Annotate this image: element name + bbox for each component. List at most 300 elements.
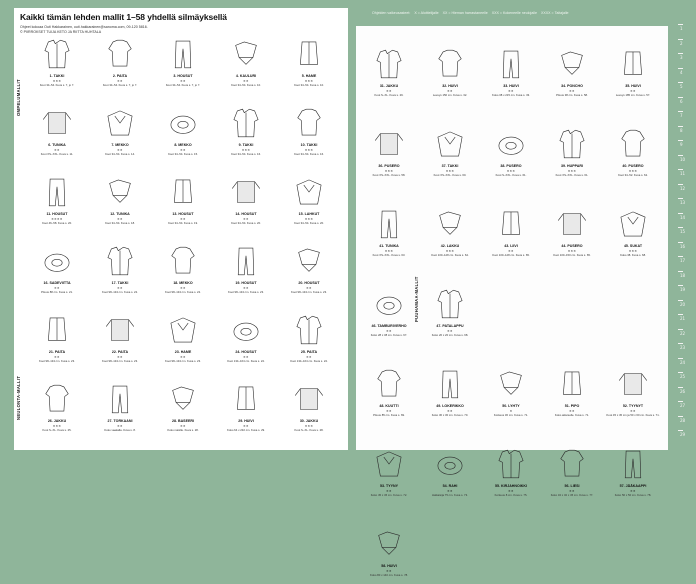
pattern-item: [421, 286, 479, 344]
pattern-item: [28, 243, 86, 301]
difficulty-stars: ✕✕: [117, 79, 123, 83]
pattern-info: Koko naisille. Kuva s. 28.: [167, 428, 199, 432]
pattern-label: 45. SUKAT: [623, 244, 643, 248]
pattern-label: 30. JAKKU: [299, 419, 319, 423]
ruler-tick: [678, 184, 683, 185]
pattern-label: 7. MEKKO: [111, 143, 129, 147]
pattern-drawing-icon: [38, 243, 76, 279]
pattern-drawing-icon: [553, 46, 591, 82]
ruler-tick: [678, 256, 683, 257]
pattern-label: 10. TAKKI: [300, 143, 318, 147]
pattern-drawing-icon: [227, 312, 265, 348]
pattern-item: [28, 174, 86, 232]
ruler-tick: [678, 358, 683, 359]
ruler-tick: [678, 430, 683, 431]
pattern-label: 36. PUSERO: [378, 164, 400, 168]
pattern-label: 51. PIPO: [564, 404, 580, 408]
pattern-label: 12. TUNIKA: [110, 212, 130, 216]
ruler-number: 4: [680, 69, 683, 75]
difficulty-stars: ✕✕: [630, 489, 636, 493]
pattern-item: [543, 446, 601, 504]
pattern-info: Koko 45 x 45 cm. Kuva s. 72.: [370, 493, 408, 497]
pattern-drawing-icon: [370, 46, 408, 82]
pattern-item: [482, 446, 540, 504]
pattern-label: 9. TAKKI: [238, 143, 254, 147]
pattern-drawing-icon: [38, 105, 76, 141]
difficulty-stars: ✕✕: [447, 489, 453, 493]
difficulty-stars: ✕✕: [117, 286, 123, 290]
ruler-tick: [678, 169, 683, 170]
pattern-drawing-icon: [614, 366, 652, 402]
pattern-label: 13. HOUSUT: [172, 212, 194, 216]
difficulty-stars: ✕✕: [117, 424, 123, 428]
pattern-info: Koot 100–128 cm. Kuva s. 65.: [492, 253, 530, 257]
pattern-info: Koot 34–54. Kuva s. 16.: [294, 152, 324, 156]
legend-item: XX = Hieman harrastaneelle: [442, 11, 488, 15]
ruler-tick: [678, 24, 683, 25]
pattern-drawing-icon: [101, 243, 139, 279]
pattern-info: Koot XS–XXL. Kuva s. 58.: [372, 173, 406, 177]
pattern-item: [604, 366, 662, 424]
pattern-item: [217, 243, 275, 301]
ruler-number: 24: [680, 359, 686, 365]
pattern-drawing-icon: [492, 46, 530, 82]
pattern-drawing-icon: [431, 366, 469, 402]
pattern-label: 49. LOKERIKKO: [436, 404, 464, 408]
difficulty-stars: ✕✕✕: [304, 148, 314, 152]
pattern-item: [28, 36, 86, 94]
pattern-drawing-icon: [164, 381, 202, 417]
pattern-info: Koot XS–XXL. Kuva s. 11.: [40, 152, 74, 156]
pattern-item: [543, 206, 601, 264]
ruler-number: 15: [680, 229, 686, 234]
pattern-label: 58. HUIVI: [381, 564, 397, 568]
ruler-number: 28: [680, 417, 686, 423]
pattern-label: 27. TORKAANI: [107, 419, 133, 423]
ruler-number: 25: [680, 374, 686, 379]
difficulty-stars: ✕✕: [569, 409, 575, 413]
pattern-info: Koko 50 x 50 cm. Kuva s. 78.: [614, 493, 652, 497]
pattern-label: 11. HOUSUT: [46, 212, 68, 216]
difficulty-stars: ✕✕✕: [628, 249, 638, 253]
pattern-info: Korkeus 8 cm. Kuva s. 75.: [494, 493, 528, 497]
pattern-label: 20. HOUSUT: [298, 281, 320, 285]
difficulty-stars: ✕✕: [180, 217, 186, 221]
pattern-info: Koot 34–54. Kuva s. 18.: [105, 221, 135, 225]
difficulty-stars: ✕✕✕: [304, 79, 314, 83]
pattern-drawing-icon: [492, 206, 530, 242]
pattern-info: Koot 98–134 cm. Kuva s. 22.: [102, 290, 138, 294]
pattern-item: [604, 46, 662, 104]
pattern-info: Koot 34–54. Kuva s. 7, jo 7.: [102, 83, 138, 87]
section-label-puuhamaa: PUUHAMAA-MALLIT: [414, 276, 419, 322]
pattern-label: 52. TYYNYT: [622, 404, 644, 408]
difficulty-stars: ✕✕✕: [445, 249, 455, 253]
pattern-drawing-icon: [38, 312, 76, 348]
pattern-info: Koot 134–164 cm. Kuva s. 24.: [227, 359, 265, 363]
difficulty-stars: ✕✕: [54, 148, 60, 152]
pattern-label: 31. JAKKU: [379, 84, 399, 88]
pattern-drawing-icon: [370, 526, 408, 562]
pattern-item: [91, 174, 149, 232]
pattern-drawing-icon: [290, 36, 328, 72]
pattern-label: 17. TAKKI: [111, 281, 129, 285]
difficulty-stars: ✕✕✕: [567, 169, 577, 173]
pattern-drawing-icon: [290, 174, 328, 210]
pattern-item: [482, 126, 540, 184]
pattern-drawing-icon: [431, 126, 469, 162]
ruler-tick: [678, 82, 683, 83]
section-label-neulonta: NEULONTA-MALLIT: [16, 375, 21, 420]
difficulty-stars: ✕✕: [386, 329, 392, 333]
pattern-label: 21. PAITA: [48, 350, 66, 354]
ruler-number: 13: [680, 200, 686, 205]
pattern-item: [604, 126, 662, 184]
pattern-info: Korkeus 30 cm. Kuva s. 71.: [493, 413, 529, 417]
difficulty-stars: ✕✕: [117, 148, 123, 152]
difficulty-stars: ✕✕✕: [506, 169, 516, 173]
ruler-number: 23: [680, 345, 686, 350]
pattern-info: Koot 34–54. Kuva s. 7, jo 7.: [39, 83, 75, 87]
pattern-drawing-icon: [290, 312, 328, 348]
difficulty-stars: ✕✕✕: [304, 217, 314, 221]
ruler-number: 12: [680, 185, 686, 191]
pattern-item: [604, 446, 662, 504]
pattern-item: [280, 381, 338, 439]
pattern-drawing-icon: [614, 126, 652, 162]
difficulty-stars: ✕✕: [243, 217, 249, 221]
pattern-item: [360, 126, 418, 184]
pattern-item: [421, 366, 479, 424]
difficulty-stars: ✕✕: [386, 89, 392, 93]
difficulty-stars: ✕✕✕: [52, 79, 62, 83]
pattern-label: 54. RAHI: [442, 484, 458, 488]
ruler-tick: [678, 111, 683, 112]
pattern-label: 19. HOUSUT: [235, 281, 257, 285]
pattern-info: Pituus 85 cm. Kuva s. 69.: [373, 413, 405, 417]
pattern-item: [217, 381, 275, 439]
pattern-drawing-icon: [290, 381, 328, 417]
ruler-tick: [678, 68, 683, 69]
difficulty-stars: ✕✕: [306, 355, 312, 359]
pattern-item: [154, 105, 212, 163]
pattern-info: Koot 45 x 45 cm ja 50 x 60 cm. Kuva s. 71.: [606, 413, 660, 417]
pattern-label: 39. HUPPARI: [561, 164, 583, 168]
pattern-drawing-icon: [370, 126, 408, 162]
difficulty-stars: ✕✕: [180, 79, 186, 83]
pattern-label: 14. HOUSUT: [235, 212, 257, 216]
ruler-number: 16: [680, 243, 686, 249]
pattern-drawing-icon: [290, 105, 328, 141]
difficulty-stars: ✕✕: [180, 286, 186, 290]
pattern-item: [217, 36, 275, 94]
difficulty-stars: ✕✕: [508, 249, 514, 253]
difficulty-stars: ✕✕: [447, 409, 453, 413]
pattern-info: Koko 38 x 215 cm. Kuva s. 33.: [492, 93, 530, 97]
pattern-info: Koot 134–164 cm. Kuva s. 24.: [290, 359, 328, 363]
pattern-drawing-icon: [431, 286, 469, 322]
pattern-label: 37. TAKKI: [441, 164, 459, 168]
ruler-number: 21: [680, 316, 686, 321]
pattern-drawing-icon: [553, 126, 591, 162]
pattern-drawing-icon: [164, 36, 202, 72]
pattern-label: 56. LIESI: [564, 484, 580, 488]
pattern-drawing-icon: [227, 105, 265, 141]
pattern-drawing-icon: [227, 381, 265, 417]
pattern-drawing-icon: [431, 446, 469, 482]
pattern-item: [91, 381, 149, 439]
pattern-drawing-icon: [614, 206, 652, 242]
ruler-tick: [678, 401, 683, 402]
pattern-info: Koot 34–54. Kuva s. 19.: [168, 221, 198, 225]
pattern-item: [482, 46, 540, 104]
pattern-item: [360, 446, 418, 504]
difficulty-stars: ✕✕: [386, 409, 392, 413]
ruler-tick: [678, 53, 683, 54]
pattern-info: Leveys 150 cm. Kuva s. 32.: [432, 93, 468, 97]
pattern-item: [91, 105, 149, 163]
pattern-item: [421, 206, 479, 264]
difficulty-stars: ✕✕✕: [628, 169, 638, 173]
pattern-label: 35. HUIVI: [625, 84, 641, 88]
difficulty-stars: ✕✕: [243, 355, 249, 359]
legend-item: Ohjeiden vaikeusasteet:: [372, 11, 411, 15]
page-title: Kaikki tämän lehden mallit 1–58 yhdellä silmäyksellä: [20, 12, 227, 22]
pattern-item: [280, 105, 338, 163]
pattern-drawing-icon: [614, 46, 652, 82]
pattern-drawing-icon: [492, 126, 530, 162]
ruler-number: 2: [680, 40, 683, 46]
pattern-info: Koot 100–150 cm. Kuva s. 65.: [553, 253, 591, 257]
pattern-drawing-icon: [38, 381, 76, 417]
pattern-info: Halkaisija 75 cm. Kuva s. 73.: [432, 493, 468, 497]
pattern-drawing-icon: [370, 446, 408, 482]
pattern-info: Koot 34–54. Kuva s. 15.: [168, 152, 198, 156]
ruler-tick: [678, 242, 683, 243]
pattern-item: [360, 206, 418, 264]
ruler-tick: [678, 140, 683, 141]
difficulty-stars: ✕✕: [508, 89, 514, 93]
difficulty-stars: ✕✕: [54, 286, 60, 290]
pattern-item: [91, 312, 149, 370]
ruler-number: 5: [680, 84, 683, 89]
pattern-drawing-icon: [101, 174, 139, 210]
ruler-number: 14: [680, 214, 686, 220]
pattern-item: [360, 526, 418, 584]
difficulty-legend: [372, 11, 572, 15]
credits-line: © PIIRROKSET TUIJA KETO JA RIITTA HUHTALA: [20, 30, 102, 34]
ruler-number: 26: [680, 388, 686, 394]
pattern-drawing-icon: [492, 366, 530, 402]
pattern-item: [280, 36, 338, 94]
difficulty-stars: ✕✕: [630, 409, 636, 413]
pattern-item: [28, 381, 86, 439]
pattern-label: 15. LAHKUT: [298, 212, 320, 216]
page-ruler: [676, 18, 690, 450]
pattern-info: Koot S–XL. Kuva s. 25.: [42, 428, 72, 432]
difficulty-stars: ✕✕: [243, 79, 249, 83]
pattern-label: 28. BASEERI: [172, 419, 194, 423]
difficulty-stars: ✕✕✕✕: [51, 217, 63, 221]
pattern-drawing-icon: [614, 446, 652, 482]
pattern-info: Koko 20 x 20 cm. Kuva s. 68.: [431, 333, 469, 337]
ruler-number: 22: [680, 330, 686, 336]
ruler-tick: [678, 372, 683, 373]
pattern-label: 23. HAME: [174, 350, 192, 354]
pattern-info: Pituus 88 cm. Kuva s. 21.: [41, 290, 73, 294]
pattern-drawing-icon: [101, 36, 139, 72]
pattern-drawing-icon: [101, 381, 139, 417]
pattern-label: 29. HUIVI: [238, 419, 254, 423]
ruler-number: 11: [680, 171, 686, 176]
difficulty-stars: ✕✕: [243, 424, 249, 428]
pattern-item: [280, 174, 338, 232]
pattern-label: 44. PUSERO: [561, 244, 583, 248]
pattern-drawing-icon: [164, 243, 202, 279]
ruler-number: 10: [680, 156, 686, 162]
ruler-tick: [678, 329, 683, 330]
pattern-info: Koko 64 x 232 cm. Kuva s. 29.: [227, 428, 265, 432]
pattern-item: [154, 381, 212, 439]
difficulty-stars: ✕✕: [569, 489, 575, 493]
pattern-label: 5. HAME: [301, 74, 317, 78]
pattern-drawing-icon: [370, 206, 408, 242]
pattern-label: 33. HUIVI: [503, 84, 519, 88]
left-page: [14, 8, 348, 450]
pattern-drawing-icon: [164, 312, 202, 348]
pattern-info: Koot 34–54. Kuva s. 16.: [231, 152, 261, 156]
pattern-info: Koot XS–XXL. Kuva s. 63.: [372, 253, 406, 257]
pattern-info: Koot S–XL. Kuva s. 28.: [294, 428, 324, 432]
pattern-label: 47. PATALAPPU: [436, 324, 464, 328]
pattern-info: Koko aikuiselle. Kuva s. 71.: [554, 413, 590, 417]
ruler-number: 9: [680, 142, 683, 147]
pattern-info: Koot 34–54. Kuva s. 14.: [105, 152, 135, 156]
pattern-info: Koot 98–134 cm. Kuva s. 23.: [291, 290, 327, 294]
pattern-item: [280, 243, 338, 301]
difficulty-stars: ✕✕: [117, 355, 123, 359]
pattern-info: Pituus 38 cm. Kuva s. 58.: [556, 93, 588, 97]
pattern-label: 32. HUIVI: [442, 84, 458, 88]
pattern-item: [91, 243, 149, 301]
pattern-drawing-icon: [492, 446, 530, 482]
pattern-info: Koot 34–54. Kuva s. 10.: [231, 83, 261, 87]
pattern-info: Koko 32 x 32 x 45 cm. Kuva s. 77.: [550, 493, 594, 497]
pattern-label: 41. TUNIKA: [379, 244, 399, 248]
pattern-label: 6. TUNIKA: [48, 143, 66, 147]
pattern-label: 48. KUUTTI: [379, 404, 399, 408]
ruler-tick: [678, 198, 683, 199]
ruler-tick: [678, 416, 683, 417]
difficulty-stars: ✕✕✕: [241, 148, 251, 152]
difficulty-stars: ✕✕: [386, 489, 392, 493]
ruler-tick: [678, 271, 683, 272]
pattern-label: 24. HOUSUT: [235, 350, 257, 354]
pattern-label: 50. LYHTY: [502, 404, 520, 408]
pattern-item: [421, 446, 479, 504]
pattern-info: Koko vaakalla. Kuva s. 8.: [104, 428, 136, 432]
ruler-tick: [678, 387, 683, 388]
pattern-drawing-icon: [38, 174, 76, 210]
difficulty-stars: ✕✕: [508, 489, 514, 493]
pattern-info: Koot 98–134 cm. Kuva s. 23.: [39, 359, 75, 363]
difficulty-stars: ✕✕✕: [445, 169, 455, 173]
ruler-number: 17: [680, 258, 686, 263]
pattern-info: Koot 34–54. Kuva s. 10.: [294, 83, 324, 87]
pattern-info: Koot 98–134 cm. Kuva s. 23.: [228, 290, 264, 294]
pattern-label: 4. KAULURI: [235, 74, 257, 78]
pattern-item: [604, 206, 662, 264]
pattern-info: Koot S–XXL. Kuva s. 61.: [495, 173, 527, 177]
legend-item: XXX = Kokeneelle neulojalle: [491, 11, 537, 15]
difficulty-stars: ✕✕: [54, 355, 60, 359]
pattern-item: [543, 126, 601, 184]
pattern-drawing-icon: [290, 243, 328, 279]
pattern-label: 42. LAKKU: [440, 244, 460, 248]
pattern-label: 53. TYYNY: [380, 484, 398, 488]
pattern-item: [217, 105, 275, 163]
ruler-tick: [678, 39, 683, 40]
pattern-drawing-icon: [227, 174, 265, 210]
pattern-info: Koot 34–54. Kuva s. 7, jo 7.: [165, 83, 201, 87]
pattern-item: [360, 366, 418, 424]
pattern-label: 34. PONCHO: [561, 84, 583, 88]
pattern-info: Koko 28 x 38 cm. Kuva s. 67.: [370, 333, 408, 337]
ruler-number: 3: [680, 55, 683, 60]
difficulty-stars: ✕✕✕: [52, 424, 62, 428]
pattern-item: [421, 126, 479, 184]
pattern-drawing-icon: [553, 366, 591, 402]
pattern-label: 26. JAKKU: [47, 419, 67, 423]
pattern-label: 1. TAKKI: [49, 74, 65, 78]
pattern-info: Koot 34–54. Kuva s. 20.: [231, 221, 261, 225]
pattern-drawing-icon: [553, 206, 591, 242]
ruler-tick: [678, 227, 683, 228]
pattern-drawing-icon: [431, 206, 469, 242]
pattern-info: Leveys 185 cm. Kuva s. 57.: [615, 93, 651, 97]
difficulty-stars: ✕✕: [243, 286, 249, 290]
pattern-label: 3. HOUSUT: [173, 74, 193, 78]
pattern-drawing-icon: [553, 446, 591, 482]
pattern-label: 43. LIIVI: [504, 244, 518, 248]
legend-item: XXXX = Taitajalle: [540, 11, 569, 15]
pattern-label: 57. JÄÄKAAPPI: [619, 484, 647, 488]
difficulty-stars: ✕✕: [447, 329, 453, 333]
pattern-info: Koko 80 x 140 cm. Kuva s. 78.: [370, 573, 408, 577]
difficulty-stars: ✕✕✕: [384, 169, 394, 173]
pattern-drawing-icon: [101, 312, 139, 348]
pattern-item: [482, 206, 540, 264]
ruler-number: 27: [680, 403, 686, 408]
pattern-info: Koot 34–52. Kuva s. 62.: [618, 173, 648, 177]
pattern-item: [154, 243, 212, 301]
pattern-drawing-icon: [164, 174, 202, 210]
pattern-label: 25. PAITA: [300, 350, 318, 354]
pattern-label: 18. MEKKO: [173, 281, 193, 285]
pattern-label: 16. SADEVIITTA: [43, 281, 71, 285]
ruler-number: 7: [680, 113, 683, 118]
pattern-info: Koot 46–58. Kuva s. 20.: [42, 221, 72, 225]
pattern-info: Koko 30 x 30 cm. Kuva s. 70.: [431, 413, 469, 417]
pattern-item: [154, 174, 212, 232]
pattern-item: [360, 46, 418, 104]
pattern-item: [28, 312, 86, 370]
pattern-label: 55. KIRJAHNOIKKI: [495, 484, 527, 488]
ruler-number: 20: [680, 301, 686, 307]
pattern-drawing-icon: [101, 105, 139, 141]
ruler-number: 8: [680, 127, 683, 133]
pattern-label: 8. MEKKO: [174, 143, 192, 147]
